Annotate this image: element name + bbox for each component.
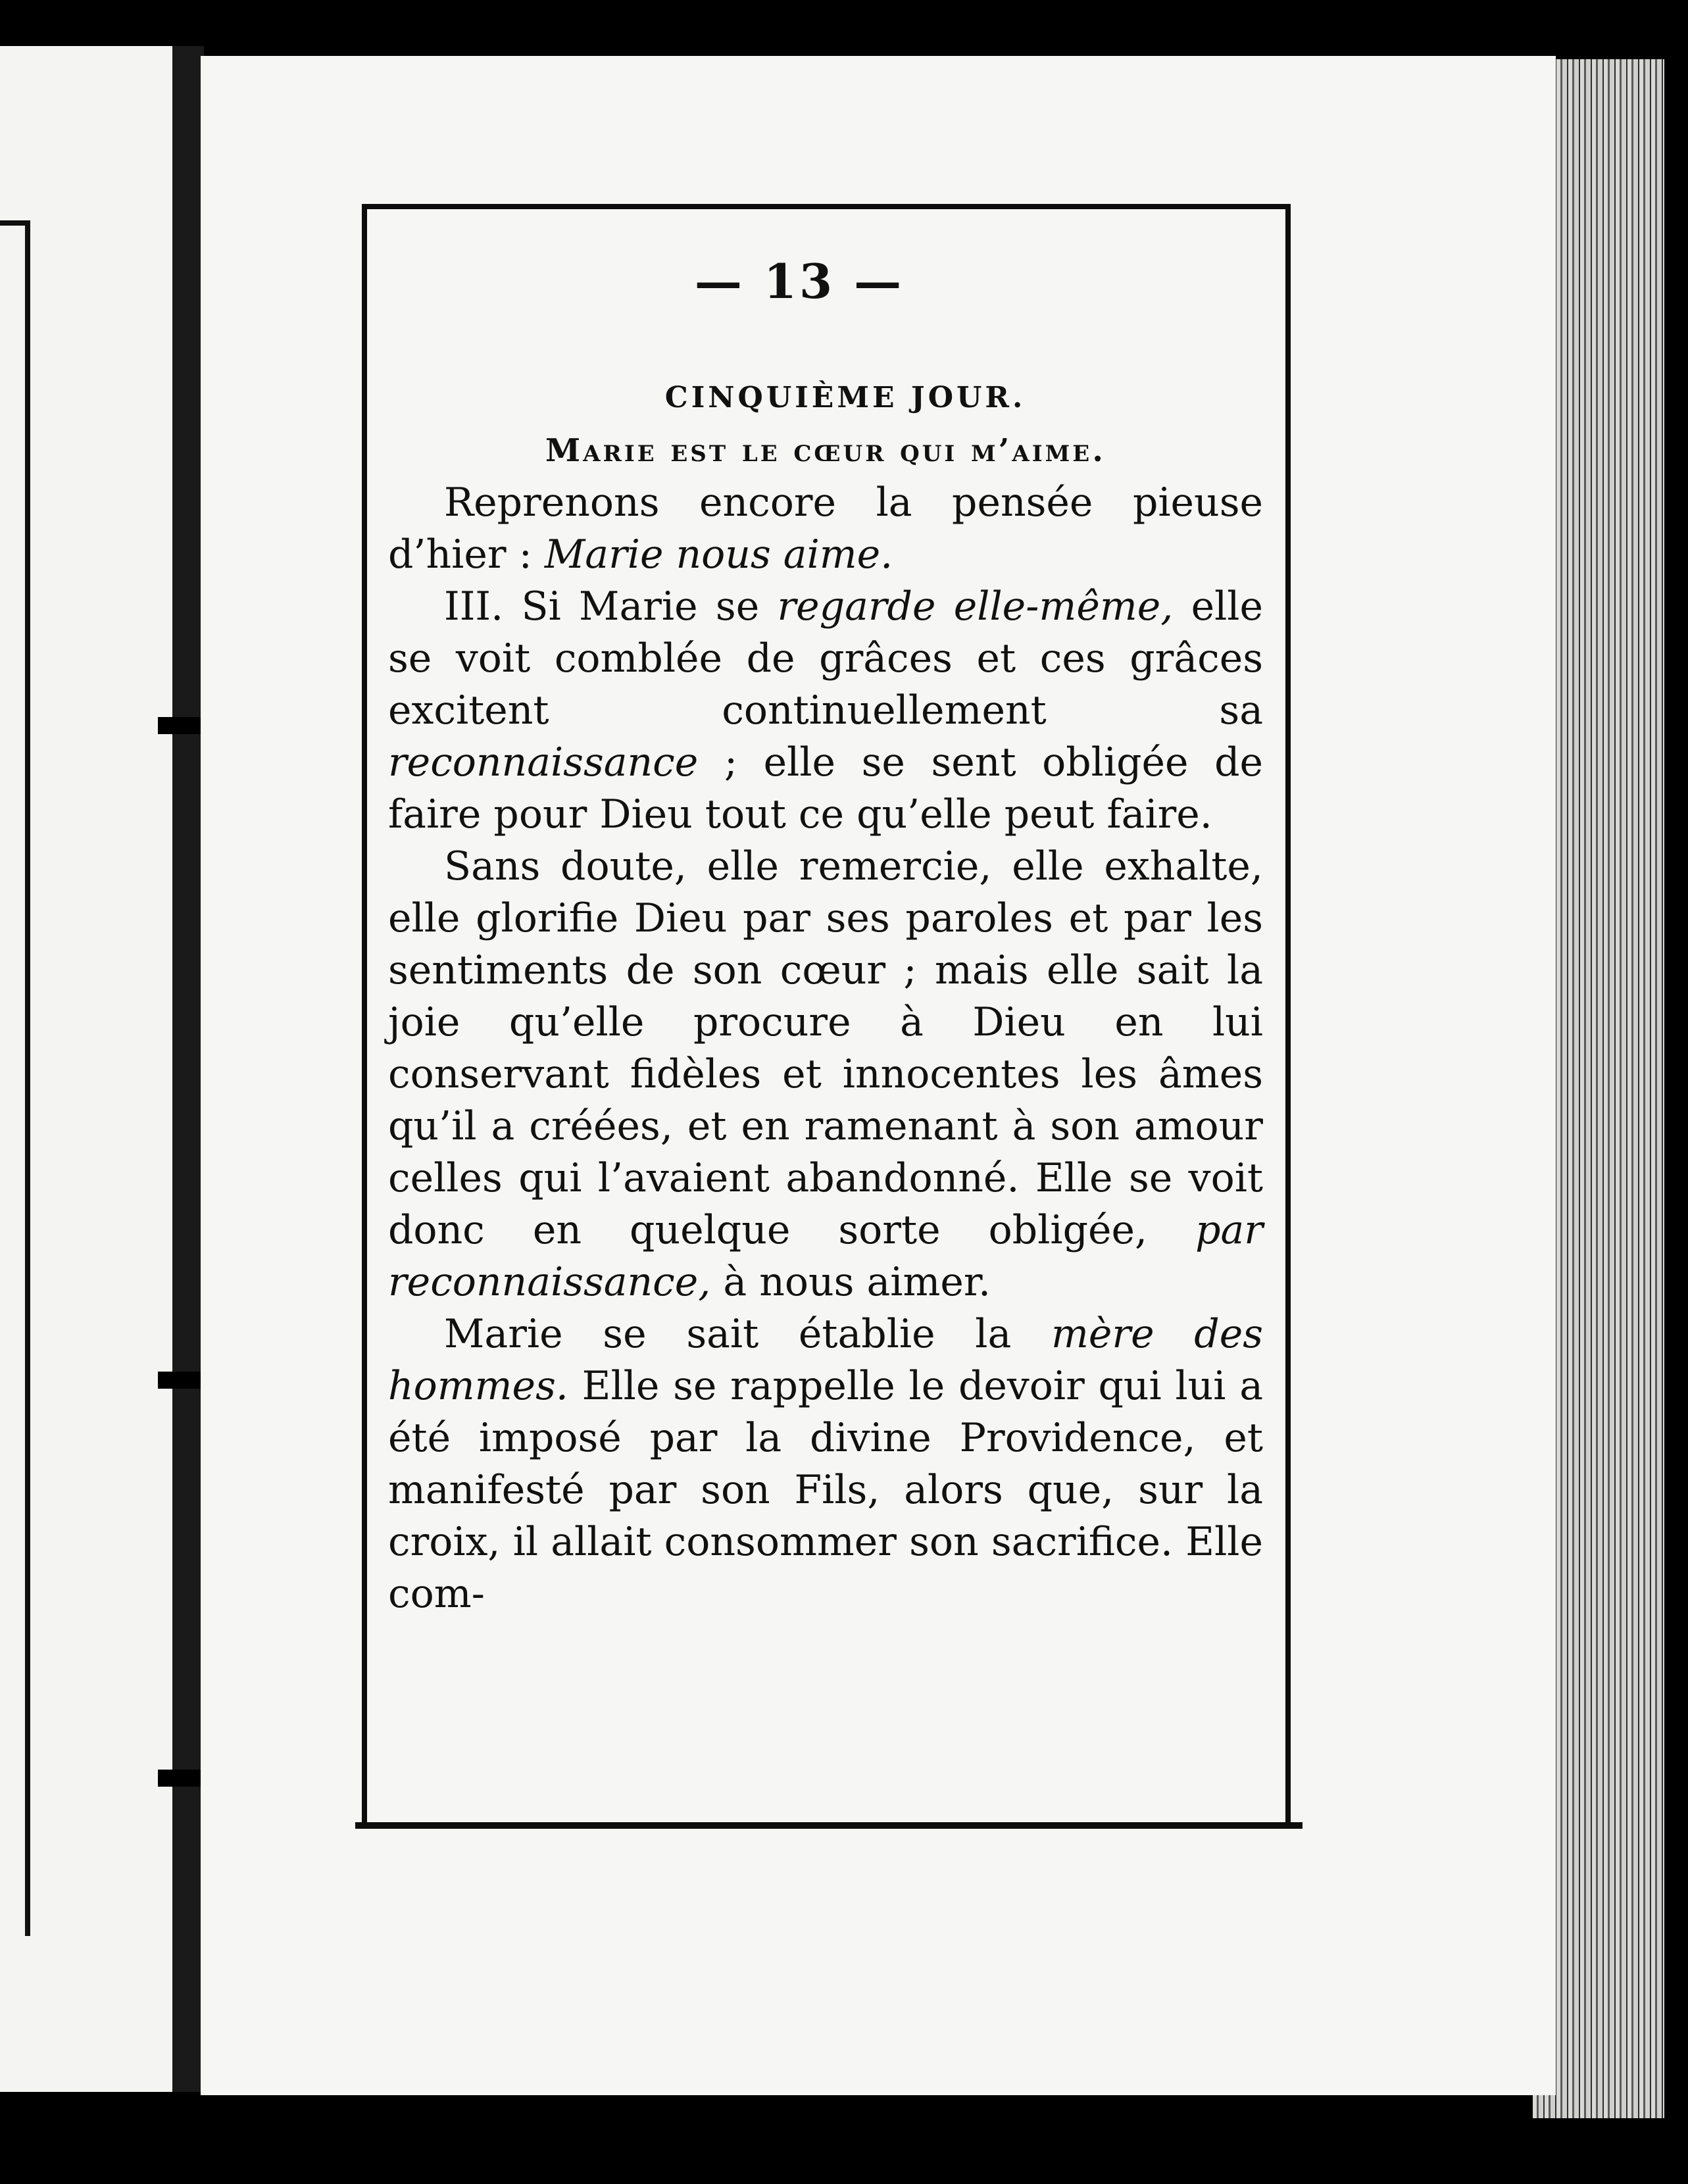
text-run: elle se voit comblée de grâces et ces grâces excitent continuellement sa [388, 583, 1263, 733]
chapter-heading: CINQUIÈME JOUR. [664, 381, 1026, 414]
text-run: Marie se sait établie la [444, 1311, 1051, 1357]
paragraph [388, 841, 1263, 1308]
italic-run: par reconnaissance, [388, 1207, 1263, 1305]
paragraph [388, 581, 1263, 841]
facing-page-frame-edge [0, 220, 30, 1936]
page-frame-bottom-rule [355, 1822, 1303, 1829]
text-run: Elle se rappelle le devoir qui lui a été imposé par la divine Providence, et manifesté par son Fils, alors que, sur la croix, il allait consommer son sacrifice. Elle com- [388, 1363, 1263, 1617]
page-number: — 13 — [694, 253, 905, 309]
italic-run: mère des hommes. [388, 1311, 1263, 1409]
text-run: Reprenons encore la pensée pieuse d’hier : [388, 480, 1263, 578]
text-run: Sans doute, elle remercie, elle exhalte, elle glorifie Dieu par ses paroles et par les sentiments de son cœur ; mais elle sait la joie qu’elle procure à Dieu en lui conservant fidèles et innocentes les âmes qu’il a créées, et en ramenant à son amour celles qui l’avaient abandonné. Elle se voit donc en quelque sorte obligée, [388, 843, 1263, 1253]
body-text [388, 477, 1263, 1620]
book-page [201, 56, 1556, 2095]
italic-run: regarde elle-même, [777, 583, 1174, 630]
paragraph [388, 1308, 1263, 1620]
text-run: III. Si Marie se [444, 583, 778, 630]
chapter-subheading: Marie est le cœur qui m’aime. [545, 432, 1106, 469]
text-run: ; elle se sent obligée de faire pour Dieu tout ce qu’elle peut faire. [388, 739, 1263, 837]
text-run: à nous aimer. [710, 1259, 991, 1305]
text-block [388, 372, 1263, 1620]
italic-run: reconnaissance [388, 739, 699, 785]
italic-run: Marie nous aime. [544, 532, 893, 578]
paragraph [388, 477, 1263, 581]
